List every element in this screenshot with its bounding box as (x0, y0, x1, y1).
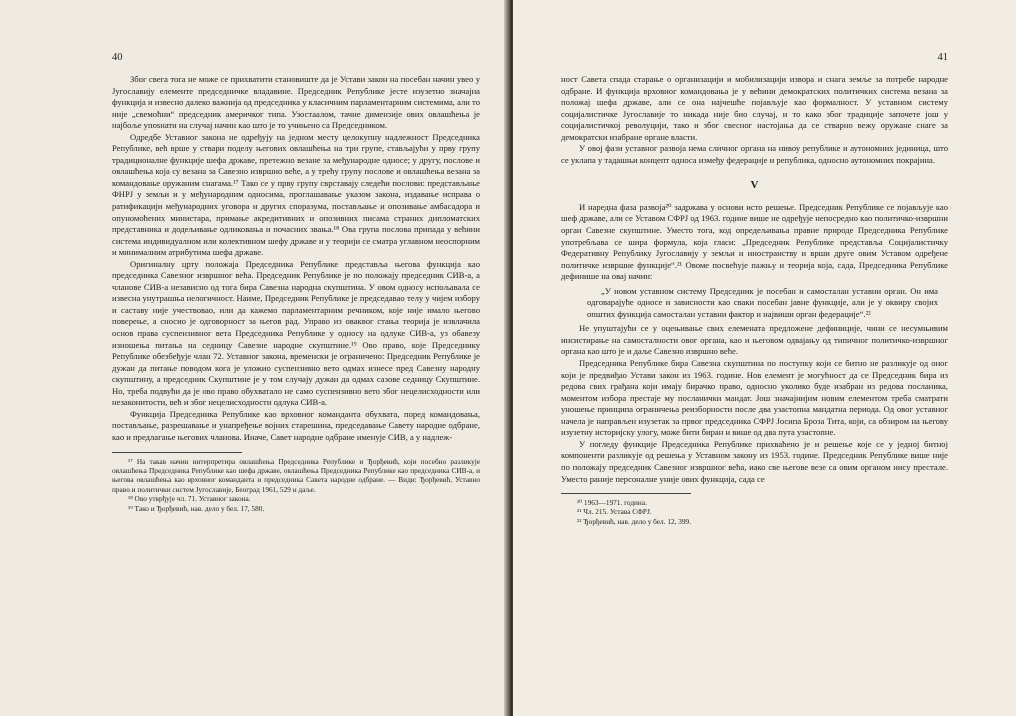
footnote: ¹⁷ На такав начин интерпретира овлашћења Председника Републике и Ђорђевић, који посебно разликује овлашћења Председника Републике као шефа државе, овлашћења Председника Републике као председника СИВ-а, и његова овлашћења као врховног команданта и председника Савета народне одбране. — Види: Ђорђевић, Уставно право и политички систем Југославије, Београд 1961, 529 и даље. (112, 456, 480, 494)
block-quote (587, 286, 938, 321)
footnote: ²¹ Чл. 215. Устава СФРЈ. (577, 507, 652, 517)
section-heading: V (750, 179, 759, 192)
paragraph: ност Савета спада старање о организацији и мобилизацији извора и снага земље за потребе народне одбране. И функција врховног командовања је у већини демократских политичких система везана за положај шефа државе, али се она најчешће појављује као формалност. У уставном систему социјалистичке Југославије то никада није био случај, и то како због традиције започете још у социјалистичкој револуцији, тако и због свесног настојања да се стварно вежу оружане снаге за демократски изабране органе власти. (561, 74, 948, 142)
page-number: 41 (937, 52, 948, 63)
paragraph: Не упуштајући се у оцењивање свих елемената предложене дефиниције, чини се несумњивим инсистирање на самосталности овог органа, као и његовом одвајању од типичног политичко-извршног органа као што је и даље Савезно извршно веће. (561, 323, 948, 357)
paragraph: И наредна фаза развоја²⁰ задржава у основи исто решење. Председник Републике се појављује као шеф државе, али се Уставом СФРЈ од 1963. године више не одређује непосредно као политичко-извршни орган Савезне скупштине. Уместо тога, код опредељивања правне природе Председника Републике употребљава се шира формула, која гласи: „Председник Републике представља Социјалистичку Федеративну Републику Југославију у земљи и иностранству и врши друге овим Уставом одређене политичке извршне функције“.²¹ Овоме посвећује пажњу и теорија која, сада, Председника Републике дефинише на овај начин: (561, 201, 948, 282)
paragraph: Одредбе Уставног закона не одређују на једном месту целокупну надлежност Председника Републике, већ врше у ствари поделу његових овлашћења на три групе, стављајући у прву групу традиционалне функције шефа државе, претежно везане за међународне односе; у другу, послове и овлашћења која су везана за Савезно извршно веће, а у трећу групу послове и овлашћења везана за командовање оружаним снагама.¹⁷ Тако се у прву групу сврставају следећи послови: представљање ФНРЈ у земљи и у међународним односима, проглашавање указом закона, издавање исправа о ратификацији међународних уговора и других споразума, постављање и опозивање амбасадора и опуномоћених министара, примање акредитивних и опозивних писама страних дипломатских представника и додељивање одликовања и почасних звања.¹⁸ Ова група послова припада у већини система индивидуалном или колективном шефу државе и у теорији се сматра углавном неоспорним и минималним атрибутима шефа државе. (112, 131, 480, 258)
footnotes (561, 498, 948, 526)
footnotes (112, 457, 480, 513)
footnote-divider (112, 452, 242, 453)
footnote: ²⁰ 1963—1971. година. (577, 498, 647, 508)
paragraph: У погледу функције Председника Републике прихваћено је и решење које се у једној битној компоненти разликује од решења у Уставном закону из 1953. године. Председник Републике више није по положају председник Савезног извршног већа, иако све његове везе са овим органом нису престале. Уместо раније персоналне унијe ових функција, сада се (561, 438, 948, 484)
footnote: ¹⁸ Ово утврђује чл. 71. Уставног закона. (128, 494, 251, 504)
body-text (561, 74, 948, 485)
page-number: 40 (112, 52, 123, 63)
paragraph: Због свега тога не може се прихватити становиште да је Устави закон на посебан начин увео у Југославију елементе председничке владавине. Председник Републике јесте изузетно значајна функција и извесно далеко важнија од председника у класичним парламентарним системима, али то није „свемоћни“ председник америчког типа. Узостаалом, тачне димензије ових овлашћења је најбоље упоѕнати на случај начин као што је то учињено са Председником. (112, 74, 480, 131)
footnote-divider (561, 493, 691, 494)
quote-text: „У новом уставном систему Председник је посебан и самосталан уставни орган. Он има одговарајуће односе и зависности као сваки посебан јавне функције, али је у оквиру својих општих функција самосталан уставни фактор и највиши орган федерације“.²² (587, 285, 938, 319)
footnote: ¹⁹ Тако и Ђорђевић, нав. дело у бел. 17, 580. (128, 503, 265, 513)
paragraph: Оригиналну црту положаја Председника Републике представља његова функција као председника Савезног извршног већа. Председник Републике је по положају председник СИВ-а, а чланове СИВ-а независно од тога бира Савезна народна скупштина. У овом односу испољавала се извесна унутрашња нелогичност. Наиме, Председник Републике је председавао телу у чијем избору и саставу није учествовао, или да кажемо парламентарним речником, које није имало његово поверење, а сносио је одговорност за његов рад. Управо из оваквог стања теорија је извлачила основ права суспензивног вета Председника Републике у односу на одлуке СИВ-а, уз обавезу изношења питања на седницу Савезне народне скупштине.¹⁹ Ово право, које Председнику Републике обезбеђује члан 72. Уставног закона, временски је ограничено: Председник Републике је дужан да питање поводом кога је уложио суспензивно вето одмах изнесе пред Савезну народну скупштину, а председник Скупштине је у том случају дужан да одмах сазове седницу Скупштине. Но, треба подвући да је ово право обухватало не само суспензивно вето због нецелисходности или незаконитости, већ и због нецелисходности одлука СИВ-а. (112, 258, 480, 408)
body-text (112, 74, 480, 444)
paragraph: У овој фази уставног развоја нема сличног органа на нивоу републике и аутономних јединица, што се уклапа у тадашњи концепт односа између федерације и република, односно аутономних покрајина. (561, 143, 948, 165)
paragraph: Функција Председника Републике као врховног команданта обухвата, поред командовања, постављање, разрешавање и унапређење војних старешина, председавање Савету народне одбране, као и предлагање његових чланова. Иначе, Савет народне одбране именује СИВ, а у надлеж- (112, 408, 480, 442)
paragraph: Председника Републике бира Савезна скупштина по поступку који се битно не разликује од оног који је предвиђао Устави закон из 1963. године. Нов елемент је могућност да се Председник бира из редова свих грађана који имају бирачко право, односно уколико буде изабран из редова посланика, моментом избора престаје му посланички мандат. Још значајнијим новим елементом треба сматрати уношење принципа ограничења реизборности после два узастопна мандатна периода. Од овог уставног начела је направљен изузетак за првог председника СФРЈ Јосипа Броза Тита, који, са обзиром на његову изузетну историјску улогу, може бити биран и више од два пута узастопне. (561, 358, 948, 438)
footnote: ²² Ђорђевић, нав. дело у бел. 12, 399. (577, 516, 692, 526)
right-page (513, 0, 1016, 716)
